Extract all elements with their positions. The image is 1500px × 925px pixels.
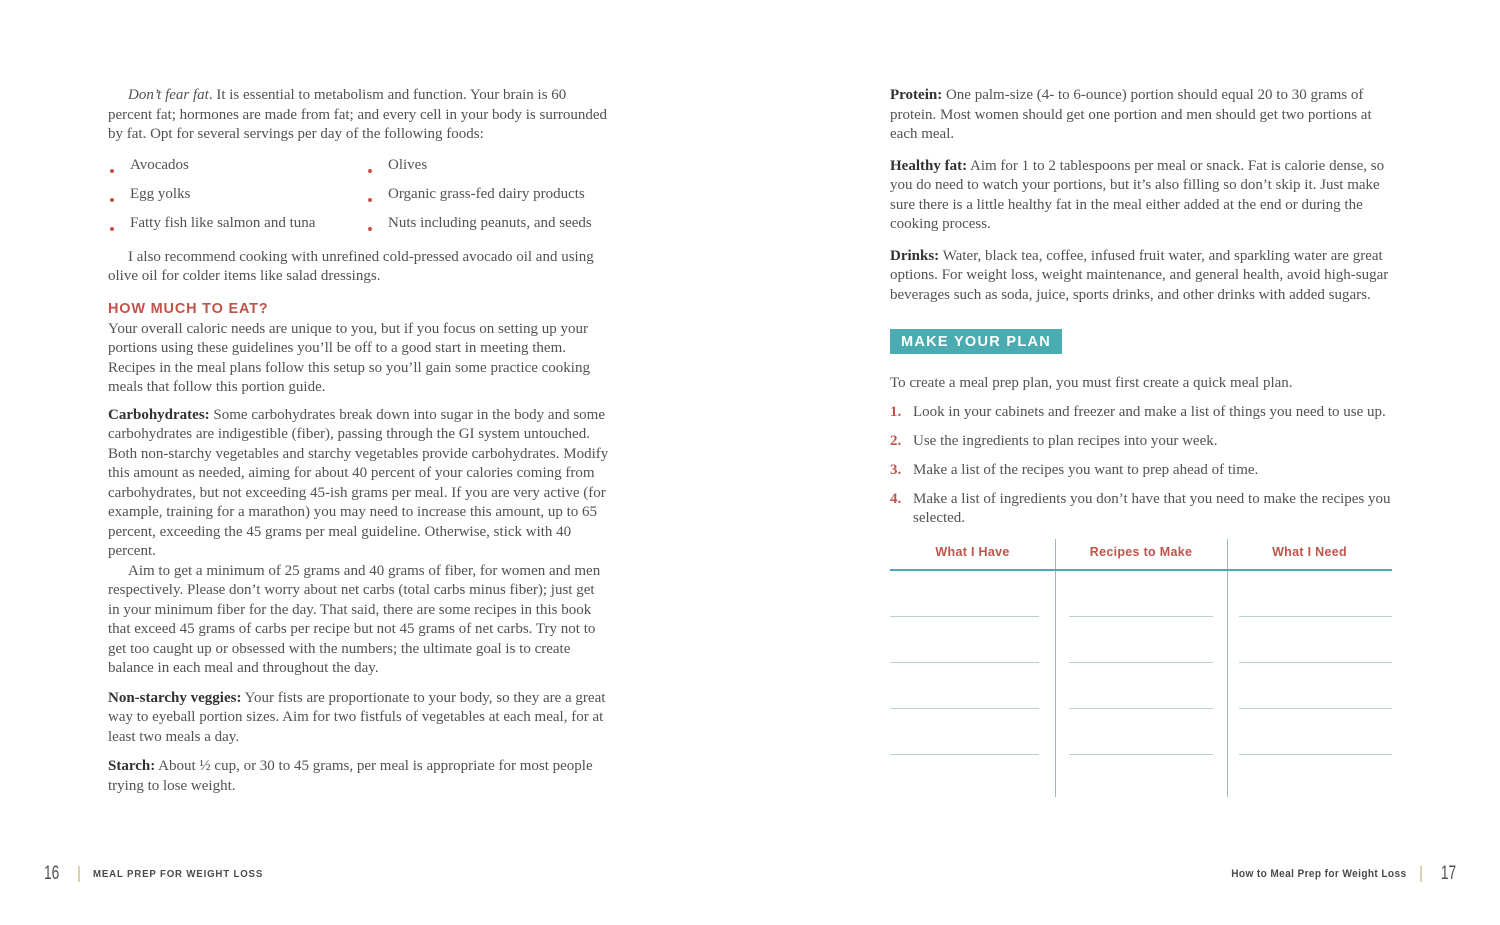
- healthy-fat-lead: Healthy fat:: [890, 157, 968, 174]
- right-page-number: 17: [1440, 863, 1456, 884]
- left-page-number: 16: [44, 863, 60, 884]
- table-column-what-i-have: [890, 571, 1055, 755]
- blank-write-line: [1069, 571, 1213, 617]
- protein-paragraph: [890, 86, 1395, 145]
- bullet-icon: [368, 169, 372, 173]
- table-column-what-i-need: [1227, 571, 1392, 755]
- blank-write-line: [890, 617, 1039, 663]
- list-item: [366, 186, 609, 215]
- bullet-icon: [368, 198, 372, 202]
- bullet-label: Olives: [388, 156, 428, 173]
- bullet-label: Fatty fish like salmon and tuna: [130, 214, 316, 231]
- blank-write-line: [1069, 617, 1213, 663]
- drinks-paragraph: [890, 247, 1395, 306]
- healthy-fat-text: Aim for 1 to 2 tablespoons per meal or snack. Fat is calorie dense, so you do need to watch your portions, but it’s also filling so don’t skip it. Just make sure there is a little healthy fat in the meal either added at the end or during the cooking process.: [890, 157, 1385, 232]
- bullet-column-2: [366, 157, 609, 244]
- non-starchy-veggies-text: Your fists are proportionate to your body, so they are a great way to eyeball portion sizes. Aim for two fistfuls of vegetables at each meal, for at least two meals a day.: [108, 689, 606, 745]
- left-footer-title: MEAL PREP FOR WEIGHT LOSS: [93, 868, 264, 880]
- blank-write-line: [1069, 663, 1213, 709]
- bullet-label: Nuts including peanuts, and seeds: [388, 214, 592, 231]
- blank-write-line: [1239, 617, 1392, 663]
- step-text: Use the ingredients to plan recipes into your week.: [913, 432, 1218, 449]
- list-item: [108, 215, 366, 244]
- list-item: [890, 490, 1395, 529]
- blank-write-line: [1239, 709, 1392, 755]
- fat-foods-bullet-list: [108, 157, 609, 244]
- right-page-footer: [1216, 863, 1456, 885]
- list-item: [108, 186, 366, 215]
- plan-steps-list: [890, 403, 1395, 529]
- footer-divider: [1420, 866, 1422, 882]
- blank-write-line: [890, 709, 1039, 755]
- step-number: 4.: [890, 490, 902, 507]
- carbohydrates-paragraph: [108, 406, 609, 562]
- step-number: 2.: [890, 432, 902, 449]
- step-text: Make a list of ingredients you don’t have that you need to make the recipes you selected.: [913, 490, 1391, 526]
- footer-divider: [78, 866, 80, 882]
- intro-paragraph-text: . It is essential to metabolism and function. Your brain is 60 percent fat; hormones are made from fat; and every cell in your body is surrounded by fat. Opt for several servings per day of the following foods:: [108, 87, 607, 142]
- step-text: Make a list of the recipes you want to prep ahead of time.: [913, 461, 1259, 478]
- intro-italic-phrase: Don’t fear fat: [128, 87, 209, 103]
- list-item: [366, 157, 609, 186]
- table-header-row: [890, 539, 1392, 559]
- protein-text: One palm-size (4- to 6-ounce) portion should equal 20 to 30 grams of protein. Most women should get one portion and men should get two portions at each meal.: [890, 87, 1372, 142]
- list-item: [890, 432, 1395, 452]
- section-heading-how-much-to-eat: HOW MUCH TO EAT?: [108, 300, 269, 317]
- table-body: [890, 571, 1392, 755]
- plan-intro-paragraph: To create a meal prep plan, you must first create a quick meal plan.: [890, 375, 1293, 391]
- step-text: Look in your cabinets and freezer and make a list of things you need to use up.: [913, 403, 1386, 420]
- bullet-column-1: [108, 157, 366, 244]
- blank-write-line: [1239, 571, 1392, 617]
- blank-write-line: [890, 571, 1039, 617]
- bullet-icon: [110, 169, 114, 173]
- bullet-icon: [368, 227, 372, 231]
- bullet-icon: [110, 198, 114, 202]
- carbohydrates-lead: Carbohydrates:: [108, 406, 210, 423]
- list-item: [890, 461, 1395, 481]
- right-page-column: [890, 86, 1395, 797]
- bullet-label: Avocados: [130, 156, 189, 173]
- blank-write-line: [890, 663, 1039, 709]
- carbohydrates-text: Some carbohydrates break down into sugar in the body and some carbohydrates are indigestible (fiber), passing through the GI system untouched. Both non-starchy vegetables and starchy vegetables provide carbohydrates. Modify this amount as needed, aiming for about 40 percent of your calories coming from carbohydrates, but not exceeding 45-ish grams per meal. If you are very active (for example, training for a marathon) you may need to increase this amount, up to 65 percent, exceeding the 45 grams per meal guideline. Otherwise, stick with 40 percent.: [108, 406, 609, 559]
- protein-lead: Protein:: [890, 87, 943, 103]
- fiber-paragraph: Aim to get a minimum of 25 grams and 40 grams of fiber, for women and men respectively. Please don’t worry about net carbs (total carbs minus fiber); just get in your minimum fiber for the day. That said, there are some recipes in this book that exceed 45 grams of carbs per recipe but not 45 grams of net carbs. Try not to get too caught up or obsessed with the numbers; the ultimate goal is to create balance in each meal and throughout the day.: [108, 562, 601, 676]
- bullet-label: Egg yolks: [130, 185, 191, 202]
- non-starchy-veggies-lead: Non-starchy veggies:: [108, 689, 242, 706]
- table-column-recipes-to-make: [1055, 571, 1227, 755]
- plan-table: [890, 539, 1392, 797]
- bullet-label: Organic grass-fed dairy products: [388, 185, 585, 202]
- section-intro-paragraph: Your overall caloric needs are unique to you, but if you focus on setting up your portions using these guidelines you’ll be off to a good start in meeting them. Recipes in the meal plans follow this setup so you’ll gain some practice cooking meals that follow this portion guide.: [108, 320, 590, 395]
- table-header-recipes-to-make: Recipes to Make: [1089, 544, 1193, 559]
- left-page-column: [108, 86, 609, 808]
- bullet-icon: [110, 227, 114, 231]
- right-footer-title: How to Meal Prep for Weight Loss: [1231, 868, 1407, 880]
- starch-lead: Starch:: [108, 758, 156, 774]
- starch-paragraph: [108, 757, 609, 796]
- drinks-lead: Drinks:: [890, 247, 940, 264]
- list-item: [890, 403, 1395, 423]
- list-item: [108, 157, 366, 186]
- left-page-footer: [44, 863, 278, 885]
- starch-text: About ½ cup, or 30 to 45 grams, per meal is appropriate for most people trying to lose weight.: [108, 758, 593, 794]
- drinks-text: Water, black tea, coffee, infused fruit water, and sparkling water are great options. For weight loss, weight maintenance, and general health, avoid high-sugar beverages such as soda, juice, sports drinks, and other drinks with added sugars.: [890, 247, 1389, 303]
- intro-paragraph: [108, 86, 609, 145]
- oil-note-paragraph: I also recommend cooking with unrefined cold-pressed avocado oil and using olive oil for colder items like salad dressings.: [108, 248, 594, 284]
- non-starchy-veggies-paragraph: [108, 689, 609, 748]
- step-number: 1.: [890, 403, 902, 420]
- list-item: [366, 215, 609, 244]
- table-header-what-i-have: What I Have: [935, 544, 1010, 559]
- blank-write-line: [1239, 663, 1392, 709]
- blank-write-line: [1069, 709, 1213, 755]
- make-your-plan-banner: MAKE YOUR PLAN: [890, 329, 1062, 354]
- healthy-fat-paragraph: [890, 157, 1395, 235]
- step-number: 3.: [890, 461, 902, 478]
- table-header-what-i-need: What I Need: [1272, 544, 1347, 559]
